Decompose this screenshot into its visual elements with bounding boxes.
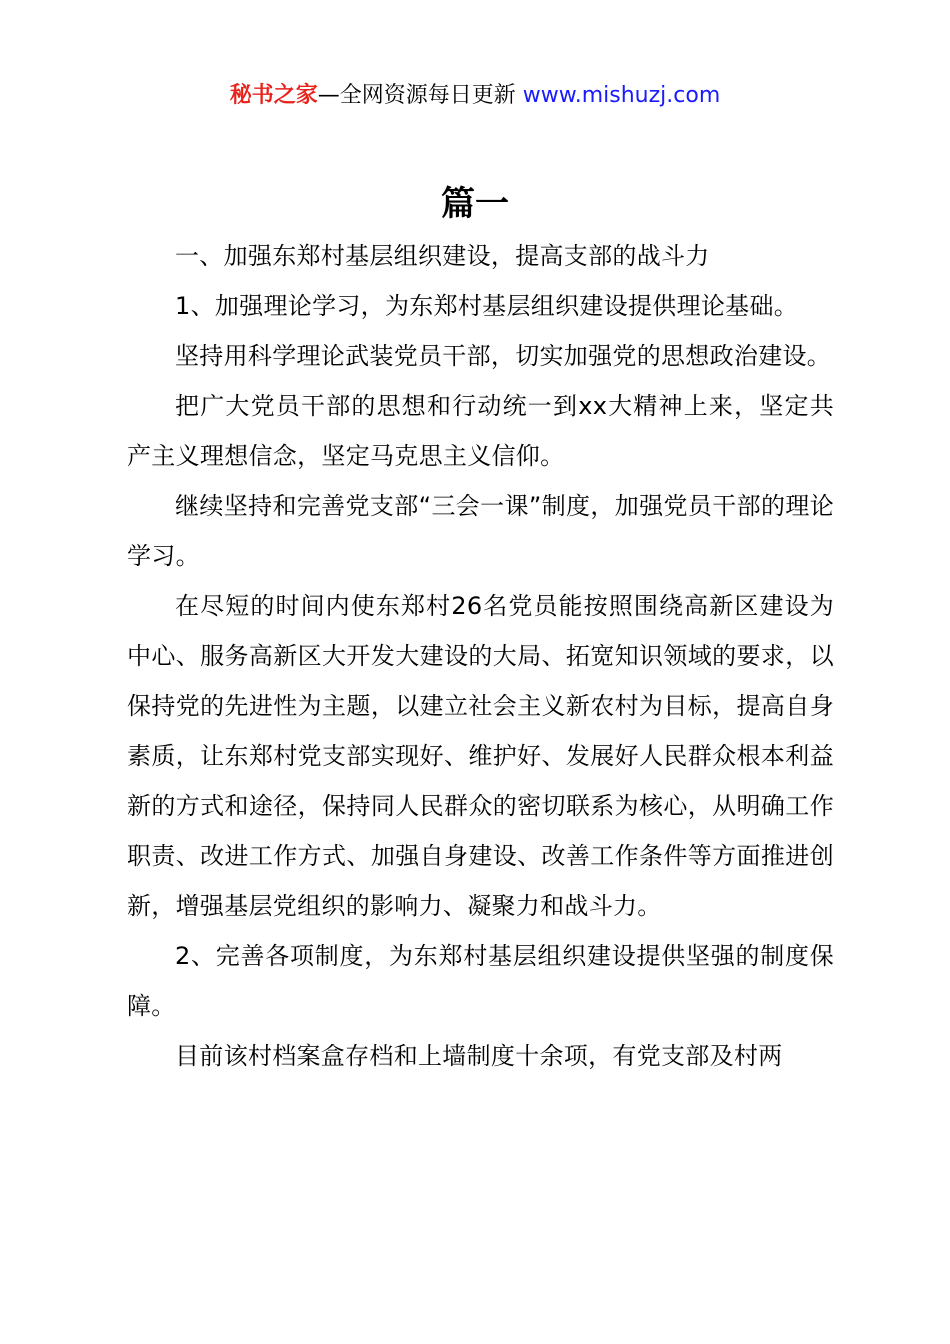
- body-paragraph: 把广大党员干部的思想和行动统一到xx大精神上来，坚定共产主义理想信念，坚定马克思主义信仰。: [127, 392, 834, 470]
- site-brand: 秘书之家: [229, 83, 318, 108]
- site-header: [0, 80, 950, 112]
- body-paragraph: 坚持用科学理论武装党员干部，切实加强党的思想政治建设。: [175, 342, 832, 370]
- document-title: 篇一: [441, 184, 509, 224]
- site-slogan: —全网资源每日更新: [317, 83, 516, 108]
- subsection-heading: 1、加强理论学习，为东郑村基层组织建设提供理论基础。: [175, 292, 799, 320]
- body-paragraph: 继续坚持和完善党支部“三会一课”制度，加强党员干部的理论学习。: [127, 492, 834, 570]
- body-paragraph: 在尽短的时间内使东郑村26名党员能按照围绕高新区建设为中心、服务高新区大开发大建设的大局、拓宽知识领域的要求，以保持党的先进性为主题，以建立社会主义新农村为目标，提高自身素质，让东郑村党支部实现好、维护好、发展好人民群众根本利益新的方式和途径，保持同人民群众的密切联系为核心，从明确工作职责、改进工作方式、加强自身建设、改善工作条件等方面推进创新，增强基层党组织的影响力、凝聚力和战斗力。: [127, 592, 834, 920]
- subsection-heading: 2、完善各项制度，为东郑村基层组织建设提供坚强的制度保障。: [127, 942, 834, 1020]
- document-body: [127, 231, 834, 1081]
- section-heading: 一、加强东郑村基层组织建设，提高支部的战斗力: [175, 242, 710, 270]
- body-paragraph: 目前该村档案盒存档和上墙制度十余项，有党支部及村两: [175, 1042, 783, 1070]
- site-url-link[interactable]: www.mishuzj.com: [522, 83, 721, 108]
